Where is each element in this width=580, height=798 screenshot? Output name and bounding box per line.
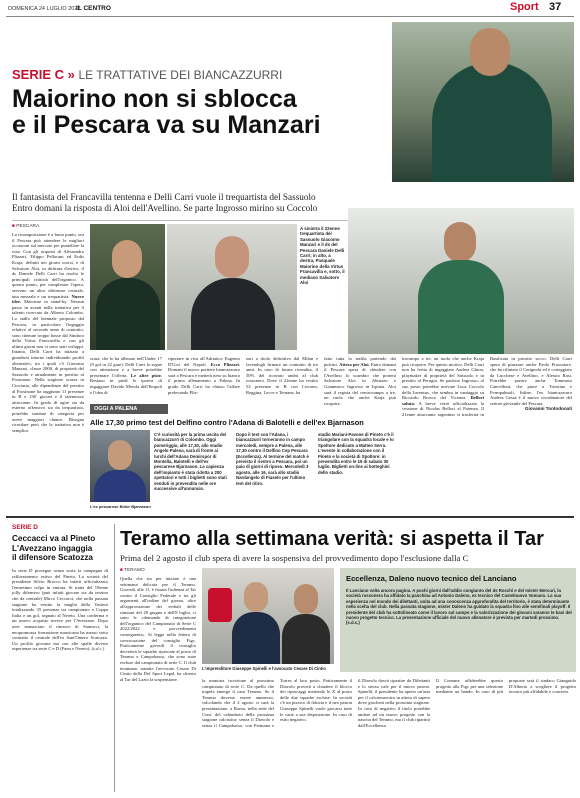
article-col1 [12,232,84,514]
side-caption [300,226,346,350]
subtitle-line2: Entro domani la risposta di Aloi dell'Avellino. Se parte Ingrosso mirino su Coccolo [12,203,318,213]
delli-carri-photo [167,224,297,350]
headline-line2: e il Pescara va su Manzari [12,111,321,139]
bjarnason-caption: L'ex pescarese Birkir Bjarnason [90,504,151,509]
manzari-shirt-shape [96,278,160,350]
palena-title: Alle 17,30 primo test del Delfino contro l'Adana di Balotelli e dell'ex Bjarnason [90,418,364,427]
player-shirt-shape [432,62,552,182]
eccellenza-box [340,568,576,672]
kicker [12,68,282,82]
headline [12,86,392,138]
col6-bold: Bellori saluta. [402,395,484,406]
col2-text: scara, che lo ha allenato nell'Under 17 (9 gol in 22 gare). Delli Carri lo segue con attenzione e a breve potrebbe presentare l'offerta. [90,356,162,378]
subtitle-line1: Il fantasista del Francavilla tentenna e Delli Carri vuole il trequartista del Sassuolo [12,192,316,202]
teramo-photo-caption: L'imprenditore Giuseppe Spinelli e l'avvocato Cesare Di Cintio [202,666,326,671]
teramo-subtitle: Prima del 2 agosto il club spera di avere la sospensiva del provvedimento dopo l'esclusione dalla C [120,553,469,563]
article-col5 [324,356,397,406]
delli-carri-shirt-shape [191,278,275,350]
spinelli-head-shape [244,582,268,612]
dicintio-suit-shape [282,614,330,664]
serie-d-body [12,568,108,790]
top-article [0,22,580,512]
col5-text-b: Entro domani il Pescara spera di chiudere con l'Avellino lo scambio che porterà Salvatore Aloi in Abruzzo e Gianmarco Ingrosso in Irpinia. Aloi sarà il regista del centrocampo a tre, un ruolo che anche Kraja può ricoprire. [324,361,397,406]
aloi-shirt-shape [418,260,504,354]
dateline-text: PESCARA [16,224,40,229]
col1-text-b: Maiorino in stand-by. Nessun passo in avanti nella trattativa per il talento ricercato da Alberto Colombo. Lo stallo del biennale proposto dal Pescara, in particolare l'ingaggio relativo al secondo anno di contratto, sono ritenute troppo basse dal Sindaco della Virtus Francavilla e con gli ultimi giorni non ci sono stati sviluppi. Intanto, Delli Carri ha iniziato a guardarsi intorno individuando profili alternativi, tra i quali c'è Giacomo Manzari, classe 2000, di proprietà del Sassuolo e attualmente in prestito al Frosinone. Nella stagione scorsa in Ciociaria, alle dipendenze del prestito al Frosinone ha raggiunto 11 presenze in B e 136' giocati e il talentuoso attaccante. In grado di agire sia da esterno offensivo sia da trequartista, potrebbe sondare di categoria per avere maggiori chance. Bisogna ricordare però che la trattativa non è semplice. [12,299,84,433]
col5-bold: Attesa per Aloi. [339,361,370,367]
col5-text: fatto tutta la trafila partendo dai pulcini. [324,356,396,367]
palena-label-text: OGGI A PALENA [94,406,138,412]
serie-d-vertical-rule [114,524,115,792]
player-head-shape [470,28,510,76]
serie-d-body-text: In serie D prosegue senza sosta la campagna di rafforzamento estivo del Pineto. La società del presidente Silvio Brocco ha infatti ufficializzato l'ennesimo colpo in entrata. Si tratta del 19enne jolly difensivo (può infatti giocare sia da terzino che da centrale) Mirco Ceccacci, che nella passata stagione ha vestito la maglia della Vastese totalizzando 35 presenze tra campionato e Coppa Italia e un gol, segnato al Nereto. Una conferma e un nuovo acquisto invece per l'Avezzano. Dopo aver annunciato il rinnovo di Santucci, la neopromossa formazione marsicana ha messo sotto contratto il centrale dell'ex Sant'Omero Scatozza. Un profilo giovane ma con alle spalle diverse esperienze tra serie C e D (Fano e Nereto). [12,568,108,652]
teramo-col2-text: la mancata iscrizione al prossimo campionato di serie C. Da quello che trapela emerge il caso Teramo. Se il Teramo dovesse essere ammesso, calcolando che il 2 agosto ci sarà la presentazione, a Roma, nella sede del Coni, del calendario della prossima stagione calcistica: senza il Diavolo e senza il Campobasso, con Fermana e Torres al loro posto. Praticamente il Diavolo proverà a chiudere il blocco dei ripescaggi mettendo le X al posto delle due squadre escluse. In società c'è un pizzico di fiducia e il neo patron Giuseppe Spinelli vuole giocarsi tutte le carte a sua disposizione. In caso di esito negativo, [202,678,352,728]
serie-d-signature: (s.d.c.) [91,646,105,652]
palena-col2-text: Dopo il test con l'Adana, i biancazzurri torneranno in campo mercoledì, sempre a Palena, alle 17,30 contro il Delfino Cep Pescara (Eccellenza). Al termine del match è previsto il rientro a Pescara, poi un paio di giorni di riposo. Mercoledì 3 agosto, alle 16, sarà allo stadio Nardangelo di Fiuselo per l'ultimo test del ritiro. [236,432,309,486]
header-section: Sport [510,1,539,13]
teramo-headline: Teramo alla settimana verità: si aspetta il Tar [120,528,544,550]
teramo-col3 [358,678,430,790]
palena-col2 [236,432,312,510]
palena-col3-text: stadio Mariani-Pavone di Pineto c'è il triangolare con la squadra locale e lo Spoltore dedicato a Matteo Serra. L'evento in collaborazione con il Pineto e la società di Spoltore: in prevendita entro le 19 di sabato 30 luglio. Biglietti on-line ai botteghini dello stadio. [318,432,394,475]
teramo-dateline-square-icon: ■ [120,568,123,573]
teramo-col1 [120,576,196,790]
article-col4 [246,356,318,402]
manzari-head-shape [112,240,142,278]
palena-box [90,404,398,514]
kicker-serie-c: SERIE C [12,67,65,82]
dicintio-head-shape [294,584,318,614]
col6-text: trocampo a tre, un ruolo che anche Kraja può ricoprire. Per questo motivo, Delli Carri non ha fretta di ingaggiare Andrea Ghion, playmaker di proprietà del Sassuolo e in prestito al Perugia. Se partisse Ingrosso, al suo posto potrebbe arrivare Luca Coccolo della Juventus, che sembra in vantaggio su Riccardo Brosco del Vicenza. [402,356,484,401]
serie-d-label: SERIE D [12,524,39,531]
col2-bold: Le altre piste. [130,372,162,378]
header-page: 37 [549,1,562,13]
serie-d-title-line3: il difensore Scatozza [12,553,93,563]
col1-bold: Nuove idee. [12,293,84,305]
delli-carri-head-shape [215,236,249,278]
kicker-separator: » [67,67,75,82]
col3-bold: Ecco Plizzari. [210,361,240,367]
teramo-col4-text: Il Comune affiderebbe questo progetto alla Figc per una selezione mediante un bando. In caso di più proposte sarà il sindaco Gianguido D'Alberto a scegliere il progetto tecnico più affidabile e concreto. [436,678,576,695]
col3-text-b: Domani il nuovo portiere biancazzurro sarà a Pescara e metterà nero su bianco il primo allenamento a Palena. In grado Delli Carri ha chiuso l'affare prelevando Pliz- [168,367,240,395]
maiorino-photo [392,22,574,182]
spinelli-suit-shape [232,612,280,664]
eccellenza-text-body: Il Lanciano volta ancora pagina. A pochi giorni dall'addio congiunto del ds Rocchi e del mister Mercuri, la società rossonera ha affidato la panchina ad Antonio Daleno, ex tecnico del Castelnuovo Vomano. La sua esperienza nel mondo dei dilettanti, unita ad una conoscenza approfondita del territorio, è stata determinante nella scelta del club. Nella passata stagione, mister Daleno ha guidato la squadra fino alle semifinali playoff. Il presidente del club ha sottolineato come il lavoro sul campo e la valorizzazione dei giovani saranno le basi del nuovo progetto tecnico. La presentazione ufficiale del nuovo allenatore è prevista per martedì prossimo. [346,588,572,621]
eccellenza-text [346,588,572,668]
bjarnason-shirt-shape [94,470,146,502]
kicker-trattative: LE TRATTATIVE DEI BIANCAZZURRI [78,68,283,82]
palena-col1 [154,432,230,510]
palena-col1-text: C'è curiosità per la prima uscita dei biancazzurri di Colombo. Oggi pomeriggio, alle 17,30, allo stadio Angelo Palena, sarà di fronte ai turchi dell'Adana Demirspor di Montella, Balotelli e dell'ex pescarese Bjarnason. La capienza dell'impianto è stata ridotta a 200 spettatori e tutti i biglietti sono stati venduti in prevendita nelle ore successive all'annuncio. [154,432,227,492]
col1-text: La ricomposizione è a buon punto, ora il Pescara può attendere le migliori occasioni sul mercato per puntellare la rosa. Con gli acquisti di Alessandro Plizzari, Filippo Pellacani ed Erdis Kraja, definiti nei giorni scorsi, e di Salvatore Aloi, in dirittura d'arrivo, il ds Daniele Delli Carri ha risolto le principali criticità dell'organico. A questo punto, per completare l'opera, servono un altro difensore centrale, una mezzala e un trequartista. [12,232,84,299]
teramo-dateline-text: TERAMO [124,568,145,573]
header-paper: IL CENTRO [76,5,111,12]
serie-d-title-line2: L'Avezzano ingaggia [12,543,93,553]
aloi-head-shape [444,222,476,262]
col6-text-b: A breve verrà ufficializzata la cessione di Nicolas Bellori al Potenza. Il 21enne attaccante argentino si trasferirà in Basilicata in prestito secco. Delli Carri spera di piazzare anche Paolo Frascatore, che ha rifiutato il Cerignola ed è corteggiato da Lucchese e Avellino, e Alessio Rasi. Potrebbe partire anche Tommaso Cancellotti, che piace a Triestina e Fermpalmoli. Infine, l'ex biancazzurro Andrea Gessa è il nuovo coordinatore del settore giovanile del Pescara. [402,356,572,417]
teramo-col1-text: Quella che sta per iniziare è una settimana delicata per il Teramo. Giovedì, alle 11, è fissata l'udienza al Tar contro il Consiglio Federale e tra gli argomenti all'ordine del giorno, oltre all'approvazione dei verbali delle riunioni del 28 giugno e dell'8 luglio, ci sono le «domande di integrazione dell'organico del Campionato di Serie C 2022/2022 e provvedimenti conseguenti». Si legge nella lettera di convocazione del consiglio Figc. Praticamente giovedì il consiglio decreterà le squadre ripescate al posto di Teramo e Campobasso, che sono state escluse dal campionato di serie C. Il club teramano, tramite l'avvocato Cesare Di Cintio della Def Sport Legal, ha chiesto al Tar del Lazio la sospensione. [120,576,196,682]
section-divider [6,516,574,518]
page-header [0,0,580,20]
teramo-dateline [120,568,145,573]
logo-shape [208,588,232,622]
serie-d-title [12,534,108,563]
teramo-col3-text: il Diavolo dovrà ripartire da Dilettanti e lo stesso vale per il nuovo patron. Spinelli, il presidente ha aperto un'asta per il calciomercato in attesa di sapere dove giocherà nella prossima stagione. In caso di negativo il titolo potrebbe andare ad un nuovo progetto con la nascita del Teramo, ma il club ripartirà dall'Eccellenza. [358,678,430,728]
eccellenza-signature: (s.d.c.) [346,620,360,626]
bjarnason-head-shape [108,440,132,470]
teramo-col4 [436,678,576,790]
dateline-pescara [12,224,39,229]
serie-d-title-line1: Ceccacci va al Pineto [12,534,96,543]
header-rule [6,16,574,17]
serie-d-article [0,520,112,798]
article-col2 [90,356,162,402]
col4-text: zari a titolo definitivo dal Milan e facendogli firmare un contratto di tre anni. In caso di futura rivendita, il 50% del ricavato andrà al club rossonero. Dove il 22enne ha vestito 53 presenze in B con Livorno, Reggina, Lecce e Ternana, ha [246,356,318,395]
article-col6 [402,356,572,512]
article-col3 [168,356,240,402]
manzari-photo [90,224,165,350]
col2-text-b: Restano in piedi le ipotesi di ingaggiare Davide Merola dell'Empoli e l'idea di [90,378,162,395]
side-caption-text: A sinistra il 22enne trequartista del Sassuolo Giacomo Manzari e il ds del Pescara Daniele Delli Carri; in alto, a destra, Pasquale Maiorino della Virtus Francavilla e, sotto, il mediano Salvatore Aloi [300,226,345,286]
col3-text: riportare in riva all'Adriatico Eugenio D'Ursi del Napoli. [168,356,240,367]
palena-label [90,404,168,414]
bjarnason-photo [90,430,150,502]
article-signature: Giovanni Tontodonati [524,406,572,412]
teramo-col2 [202,678,352,790]
eccellenza-title: Eccellenza, Daleno nuovo tecnico del Lanciano [346,574,517,583]
spinelli-dicintio-photo [202,568,334,664]
palena-col3 [318,432,396,510]
headline-line1: Maiorino non si sblocca [12,85,297,113]
dateline-square-icon: ■ [12,224,15,229]
teramo-article [118,520,580,798]
header-date: DOMENICA 24 LUGLIO 2022 [8,6,81,12]
aloi-photo [348,208,574,354]
